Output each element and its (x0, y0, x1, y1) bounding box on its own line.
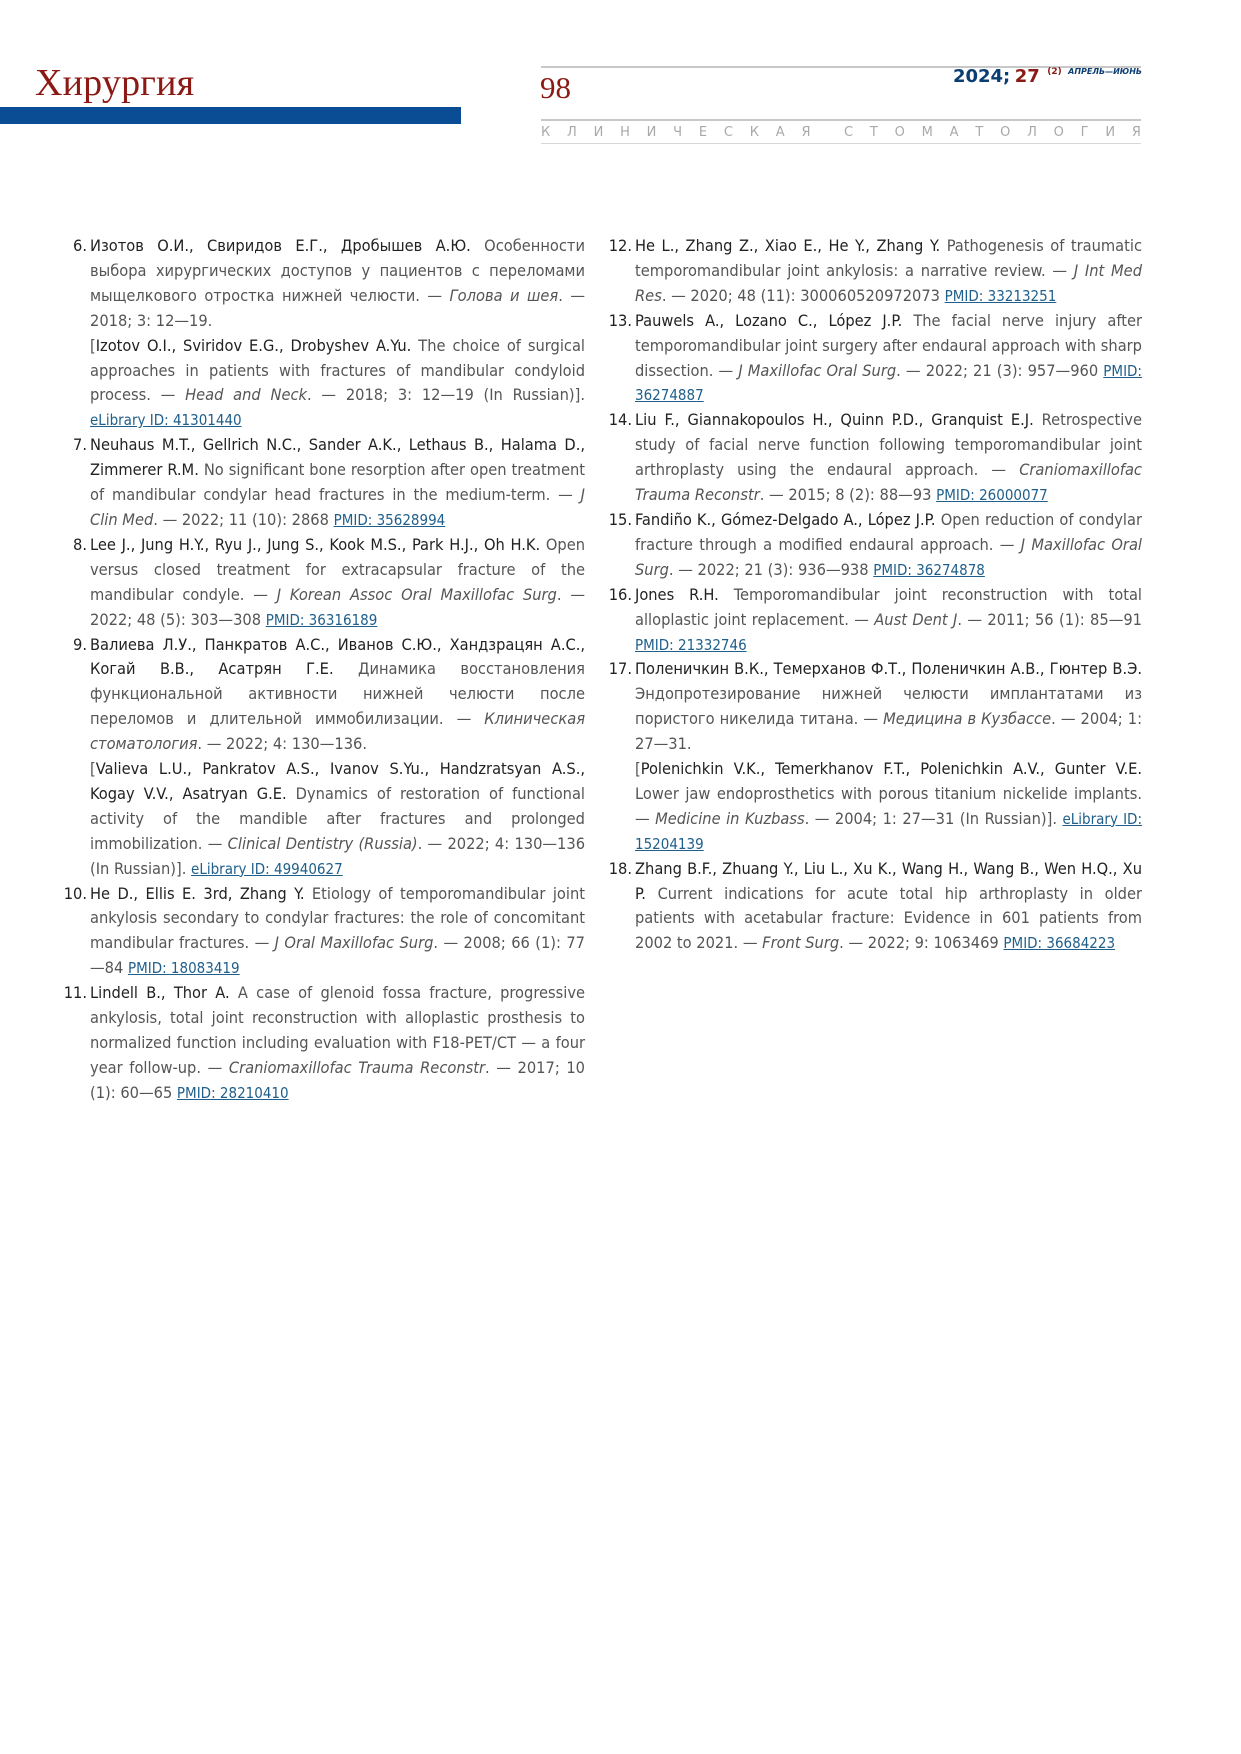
pmid-link[interactable]: PMID: 26000077 (936, 486, 1048, 505)
pmid-link[interactable]: PMID: 36274887 (635, 361, 1142, 405)
journal-name-letter: А (949, 125, 959, 140)
reference-journal: Голова и шея (449, 285, 559, 305)
reference-journal: Craniomaxillofac Trauma Reconstr (635, 460, 1142, 505)
elibrary-link[interactable]: eLibrary ID: 41301440 (90, 411, 242, 430)
reference-journal: J Oral Maxillofac Surg (274, 933, 434, 953)
pmid-link[interactable]: PMID: 33213251 (944, 286, 1057, 305)
translation-authors: Izotov O.I., Sviridov E.G., Drobyshev A.Yu. (95, 335, 412, 355)
journal-name-letter: Л (1027, 125, 1037, 140)
reference-title: Динамика восстановления функциональной активности нижней челюсти после переломов и длительной иммобилизации. — (90, 659, 585, 729)
journal-name-letter: Л (567, 125, 577, 140)
reference-journal: Медицина в Кузбассе (883, 709, 1052, 729)
reference-journal: J Maxillofac Oral Surg (738, 360, 897, 380)
translation-journal: Medicine in Kuzbass (655, 808, 805, 828)
header-rule-bottom (541, 143, 1141, 144)
journal-name-letter: Я (1131, 125, 1141, 140)
translation-authors: Valieva L.U., Pankratov A.S., Ivanov S.Yu., Handzratsyan A.S., Kogay V.V., Asatryan G.E. (90, 759, 585, 803)
reference-item (610, 508, 1142, 583)
reference-details: . — 2022; 11 (10): 2868 (153, 509, 334, 529)
elibrary-link[interactable]: eLibrary ID: 15204139 (635, 809, 1142, 853)
translation-bracket: [ (635, 759, 641, 779)
reference-number: 8. (73, 534, 87, 554)
reference-title: Etiology of temporomandibular joint ankylosis secondary to condylar fractures: the role of concomitant mandibular fractures. — (90, 883, 585, 953)
translation-title: The choice of surgical approaches in patients with fractures of mandibular condyloid process. — (90, 335, 586, 405)
reference-item (65, 433, 585, 533)
journal-name-letter: Г (1080, 125, 1089, 140)
reference-title: No significant bone resorption after open treatment of mandibular condylar head fractures in the medium-term. — (90, 460, 585, 505)
reference-translation (90, 334, 585, 434)
pmid-link[interactable]: PMID: 36274878 (873, 560, 985, 579)
journal-name-letter: Т (975, 125, 984, 140)
journal-name-letter: С (723, 125, 733, 140)
issue-year: 2024; (952, 66, 1011, 87)
reference-number: 13. (608, 310, 632, 330)
reference-authors: Lindell B., Thor A. (90, 983, 230, 1003)
reference-details: . — 2022; 4: 130—136. (197, 734, 367, 754)
reference-number: 12. (608, 236, 632, 255)
reference-journal: J Korean Assoc Oral Maxillofac Surg (276, 584, 557, 604)
reference-authors: Liu F., Giannakopoulos H., Quinn P.D., Granquist E.J. (635, 410, 1034, 430)
references-right-column (610, 234, 1142, 956)
reference-journal: Craniomaxillofac Trauma Reconstr (228, 1057, 486, 1077)
journal-name (541, 125, 1141, 141)
reference-number: 7. (73, 435, 87, 455)
header-rule-middle (541, 119, 1141, 121)
reference-details: . — 2022; 21 (3): 957—960 (896, 360, 1104, 380)
reference-number: 9. (73, 634, 87, 654)
reference-title: Эндопротезирование нижней челюсти имплантатами из пористого никелида титана. — (635, 684, 1142, 729)
reference-title: Temporomandibular joint reconstruction with total alloplastic joint replacement. — (635, 584, 1142, 629)
reference-details: . — 2018; 3: 12—19. (90, 285, 586, 330)
translation-details: . — 2004; 1: 27—31 (In Russian)]. (804, 808, 1063, 828)
journal-name-letter: С (844, 125, 854, 140)
reference-authors: Валиева Л.У., Панкратов А.С., Иванов С.Ю., Хандзрацян А.С., Когай В.В., Асатрян Г.Е. (90, 634, 585, 679)
reference-authors: Изотов О.И., Свиридов Е.Г., Дробышев А.Ю. (90, 236, 471, 255)
reference-number: 16. (608, 584, 632, 604)
pmid-link[interactable]: PMID: 21332746 (635, 635, 747, 654)
journal-name-letter: И (593, 125, 604, 140)
pmid-link[interactable]: PMID: 36316189 (265, 610, 378, 629)
reference-item (65, 533, 585, 633)
reference-translation (635, 757, 1142, 857)
translation-details: . — 2022; 4: 130—136 (In Russian)]. (90, 833, 586, 878)
journal-name-letter: И (646, 125, 657, 140)
reference-authors: Pauwels A., Lozano C., López J.P. (635, 310, 903, 330)
translation-details: . — 2018; 3: 12—19 (In Russian)]. (307, 385, 586, 405)
reference-number: 11. (63, 983, 87, 1003)
journal-name-letter: Т (869, 125, 878, 140)
reference-journal: J Clin Med (90, 485, 585, 529)
reference-authors: Поленичкин В.К., Темерханов Ф.Т., Поленичкин А.В., Гюнтер В.Э. (635, 659, 1142, 679)
reference-journal: Клиническая стоматология (90, 709, 585, 754)
reference-translation (90, 757, 585, 882)
reference-details: . — 2011; 56 (1): 85—91 (957, 609, 1142, 629)
issue-volume: 27 (1014, 66, 1040, 87)
pmid-link[interactable]: PMID: 35628994 (333, 510, 446, 529)
elibrary-link[interactable]: eLibrary ID: 49940627 (191, 859, 343, 878)
page-number: 98 (540, 70, 571, 105)
journal-name-letter: О (894, 125, 905, 140)
reference-item (65, 981, 585, 1106)
translation-journal: Head and Neck (185, 385, 308, 405)
pmid-link[interactable]: PMID: 36684223 (1003, 934, 1116, 953)
journal-name-letter: О (1053, 125, 1064, 140)
reference-title: Open reduction of condylar fracture through a modified endaural approach. — (635, 509, 1142, 554)
reference-number: 14. (608, 410, 632, 430)
journal-name-letter: Е (698, 125, 708, 140)
reference-title: Current indications for acute total hip arthroplasty in older patients with acetabular fracture: Evidence in 601 patients from 2002 to 2021. — (635, 883, 1142, 953)
journal-name-letter: О (1000, 125, 1011, 140)
reference-number: 18. (608, 858, 632, 878)
translation-bracket: [ (90, 759, 96, 779)
reference-item (610, 657, 1142, 856)
reference-item (610, 309, 1142, 409)
reference-title: Open versus closed treatment for extracapsular fracture of the mandibular condyle. — (90, 534, 585, 604)
reference-item (65, 633, 585, 882)
reference-item (610, 234, 1142, 309)
reference-details: . — 2008; 66 (1): 77—84 (90, 933, 585, 978)
reference-details: . — 2022; 21 (3): 936—938 (668, 559, 874, 579)
reference-details: . — 2022; 9: 1063469 (839, 933, 1004, 953)
journal-name-letter: И (1105, 125, 1116, 140)
translation-authors: Polenichkin V.K., Temerkhanov F.T., Polenichkin A.V., Gunter V.E. (640, 759, 1142, 779)
translation-title: Dynamics of restoration of functional activity of the mandible after fractures and prolonged immobilization. — (90, 783, 585, 853)
issue-info (953, 68, 1142, 86)
references-left-column (65, 234, 585, 1106)
reference-authors: Jones R.H. (635, 584, 719, 604)
reference-authors: Lee J., Jung H.Y., Ryu J., Jung S., Kook M.S., Park H.J., Oh H.K. (90, 534, 541, 554)
reference-authors: Fandiño K., Gómez-Delgado A., López J.P. (635, 509, 936, 529)
journal-name-letter: Ч (673, 125, 683, 140)
reference-authors: He D., Ellis E. 3rd, Zhang Y. (90, 883, 305, 903)
reference-item (610, 857, 1142, 957)
reference-journal: J Int Med Res (635, 260, 1142, 305)
reference-details: . — 2004; 1: 27—31. (635, 709, 1143, 754)
reference-item (65, 234, 585, 433)
journal-name-letter: К (541, 125, 551, 140)
reference-number: 17. (608, 659, 632, 679)
pmid-link[interactable]: PMID: 28210410 (176, 1083, 289, 1102)
journal-name-letter: Н (620, 125, 630, 140)
reference-number: 6. (73, 236, 87, 255)
reference-title: Особенности выбора хирургических доступов у пациентов с переломами мыщелкового отростка нижней челюсти. — (90, 236, 585, 305)
reference-title: The facial nerve injury after temporomandibular joint surgery after endaural approach with sharp dissection. — (635, 310, 1142, 380)
reference-item (610, 408, 1142, 508)
reference-journal: Aust Dent J (874, 609, 958, 629)
reference-number: 10. (63, 883, 87, 903)
reference-item (610, 583, 1142, 658)
translation-bracket: [ (90, 335, 96, 355)
pmid-link[interactable]: PMID: 18083419 (127, 959, 240, 978)
reference-details: . — 2020; 48 (11): 300060520972073 (661, 285, 945, 305)
section-title: Хирургия (35, 62, 195, 104)
journal-name-letter: М (921, 125, 933, 140)
reference-details: . — 2022; 48 (5): 303—308 (90, 584, 585, 629)
journal-name-letter: К (749, 125, 759, 140)
reference-title: Retrospective study of facial nerve function following temporomandibular joint arthroplasty using the endaural approach. — (635, 410, 1142, 480)
translation-journal: Clinical Dentistry (Russia) (227, 833, 418, 853)
reference-authors: Zhang B.F., Zhuang Y., Liu L., Xu K., Wang H., Wang B., Wen H.Q., Xu P. (635, 858, 1142, 903)
reference-number: 15. (608, 509, 632, 529)
reference-details: . — 2017; 10 (1): 60—65 (90, 1057, 585, 1102)
reference-authors: Neuhaus M.T., Gellrich N.C., Sander A.K., Lethaus B., Halama D., Zimmerer R.M. (90, 435, 585, 480)
translation-title: Lower jaw endoprosthetics with porous titanium nickelide implants. — (635, 783, 1142, 828)
issue-number: (2) (1047, 67, 1062, 77)
issue-months: АПРЕЛЬ—ИЮНЬ (1068, 67, 1142, 76)
reference-title: A case of glenoid fossa fracture, progressive ankylosis, total joint reconstruction with alloplastic prosthesis to normalized function including evaluation with F18-PET/CT — a four year follow-up. — (90, 983, 586, 1077)
reference-title: Pathogenesis of traumatic temporomandibular joint ankylosis: a narrative review. — (635, 236, 1142, 280)
reference-authors: He L., Zhang Z., Xiao E., He Y., Zhang Y. (635, 236, 941, 255)
journal-name-letter: А (775, 125, 785, 140)
reference-item (65, 882, 585, 982)
reference-journal: J Maxillofac Oral Surg (635, 534, 1142, 579)
journal-name-letter: Я (801, 125, 811, 140)
reference-journal: Front Surg (762, 933, 840, 953)
reference-details: . — 2015; 8 (2): 88—93 (759, 485, 937, 505)
section-color-bar (0, 107, 461, 124)
